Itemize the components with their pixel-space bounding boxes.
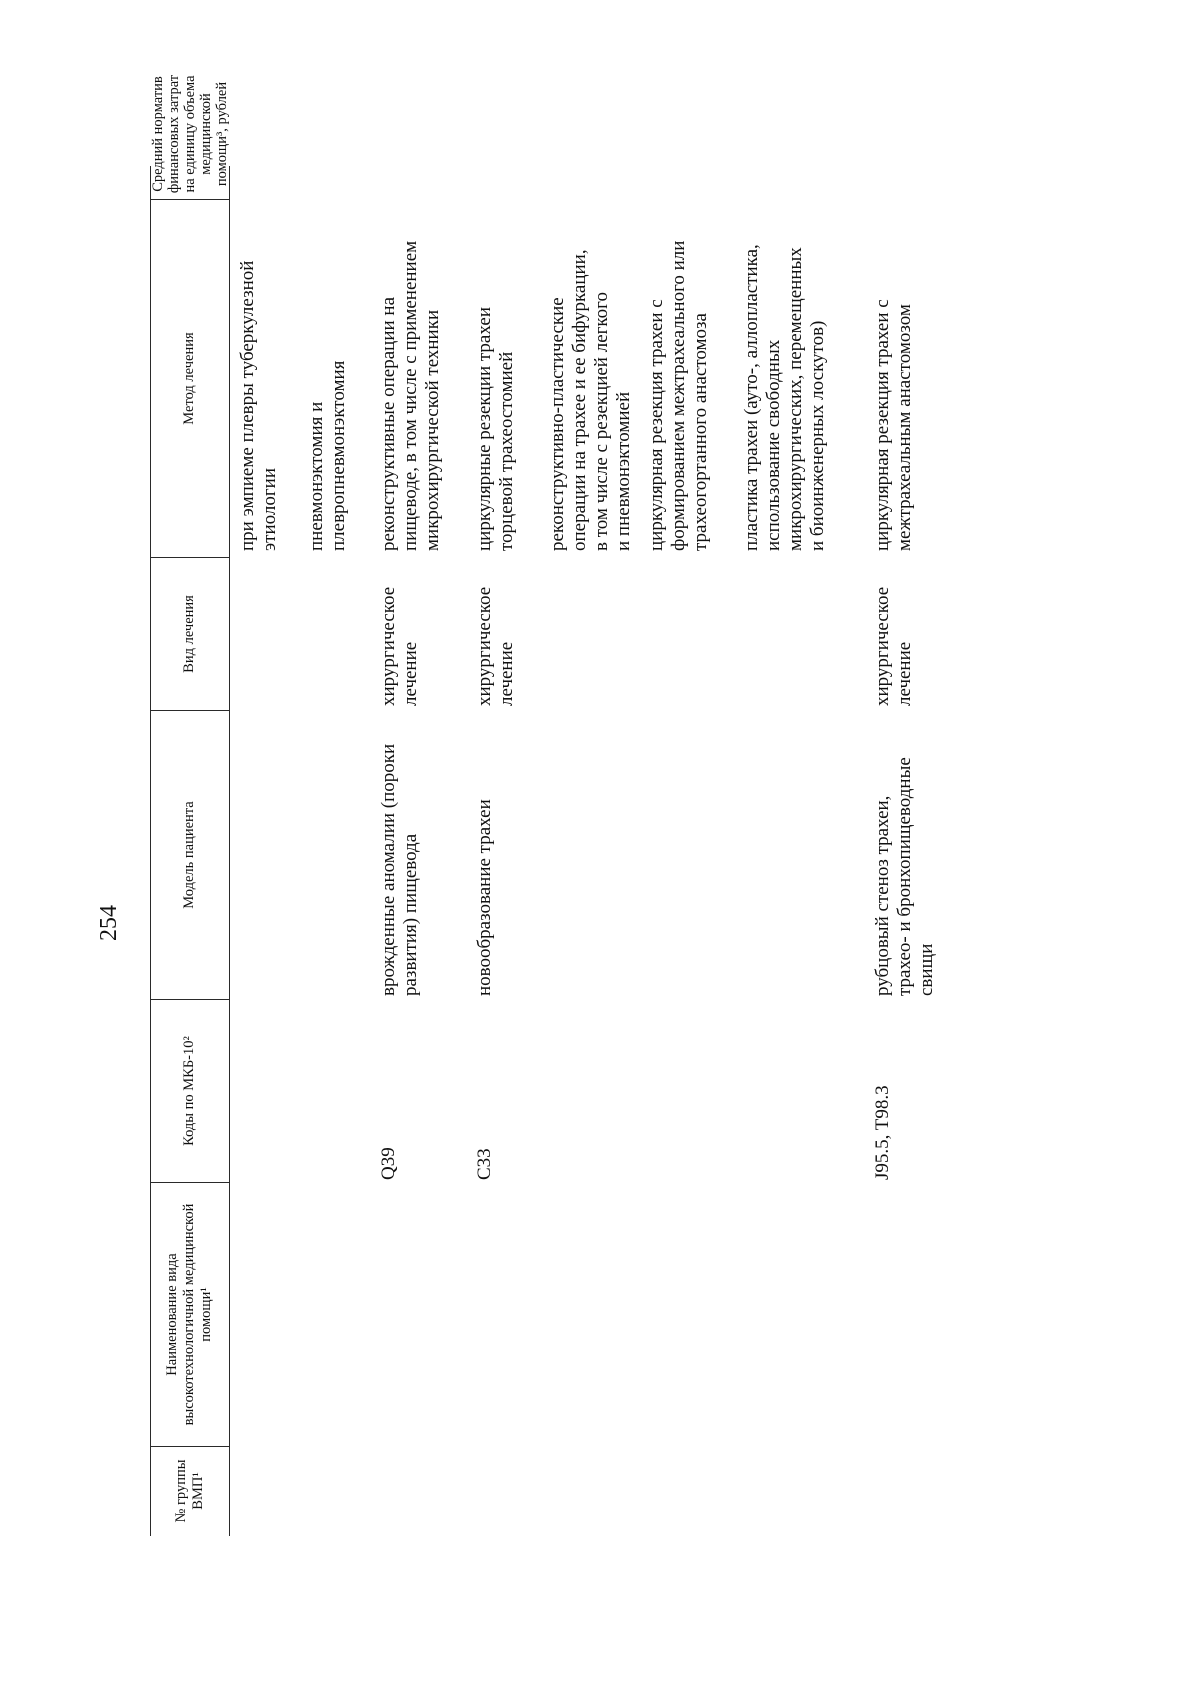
model-trachea-stenosis-fistula: рубцовый стеноз трахеи, трахео- и бронхопищеводные свищи — [872, 757, 937, 996]
method-reconstructive-plastic-trachea: реконструктивно-пластические операции на трахее и ее бифуркации, в том числе с резекцией легкого и пневмонэктомией — [547, 249, 634, 551]
method-esophagus-reconstructive: реконструктивные операции на пищеводе, в том числе с применением микрохирургической техники — [378, 240, 443, 551]
method-circular-resection-intertracheal: циркулярная резекция трахеи с межтрахеальным анастомозом — [872, 299, 915, 551]
header-group-number: № группы ВМП¹ — [172, 1459, 206, 1523]
header-care-type-name: Наименование вида высокотехнологичной медицинской помощи¹ — [164, 1203, 214, 1426]
header-treatment-method: Метод лечения — [181, 332, 197, 425]
code-c33: C33 — [474, 1148, 495, 1180]
code-q39: Q39 — [378, 1147, 399, 1180]
code-j95-t98: J95.5, T98.3 — [872, 1085, 893, 1180]
method-circular-resection-tracheostomy: циркулярные резекции трахеи торцевой трахеостомией — [474, 307, 517, 551]
model-trachea-neoplasm: новообразование трахеи — [474, 799, 495, 996]
model-esophagus-anomalies: врожденные аномалии (пороки развития) пищевода — [378, 743, 421, 996]
header-bottom-border — [229, 166, 230, 1536]
method-pneumonectomy: пневмонэктомия и плевропневмонэктомия — [306, 360, 349, 551]
page-number: 254 — [96, 905, 122, 941]
header-icd-codes: Коды по МКБ-10² — [181, 1036, 197, 1146]
type-surgical-j95: хирургическое лечение — [872, 586, 915, 706]
header-average-cost: Средний норматив финансовых затрат на единицу объема медицинской помощи³, рублей — [149, 74, 230, 194]
header-divider-1 — [150, 1446, 229, 1447]
type-surgical-q39: хирургическое лечение — [378, 586, 421, 706]
method-circular-resection-anastomosis: циркулярная резекция трахеи с формированием межтрахеального или трахеогортанного анастомоза — [646, 240, 711, 551]
header-treatment-type: Вид лечения — [181, 595, 197, 673]
method-trachea-plasty: пластика трахеи (ауто-, аллопластика, использование свободных микрохирургических, перемещенных и биоинженерных лоскутов) — [741, 244, 828, 551]
header-patient-model: Модель пациента — [181, 801, 197, 909]
method-pleural-empyema: при эмпиеме плевры туберкулезной этиологии — [237, 260, 280, 551]
type-surgical-c33: хирургическое лечение — [474, 586, 517, 706]
